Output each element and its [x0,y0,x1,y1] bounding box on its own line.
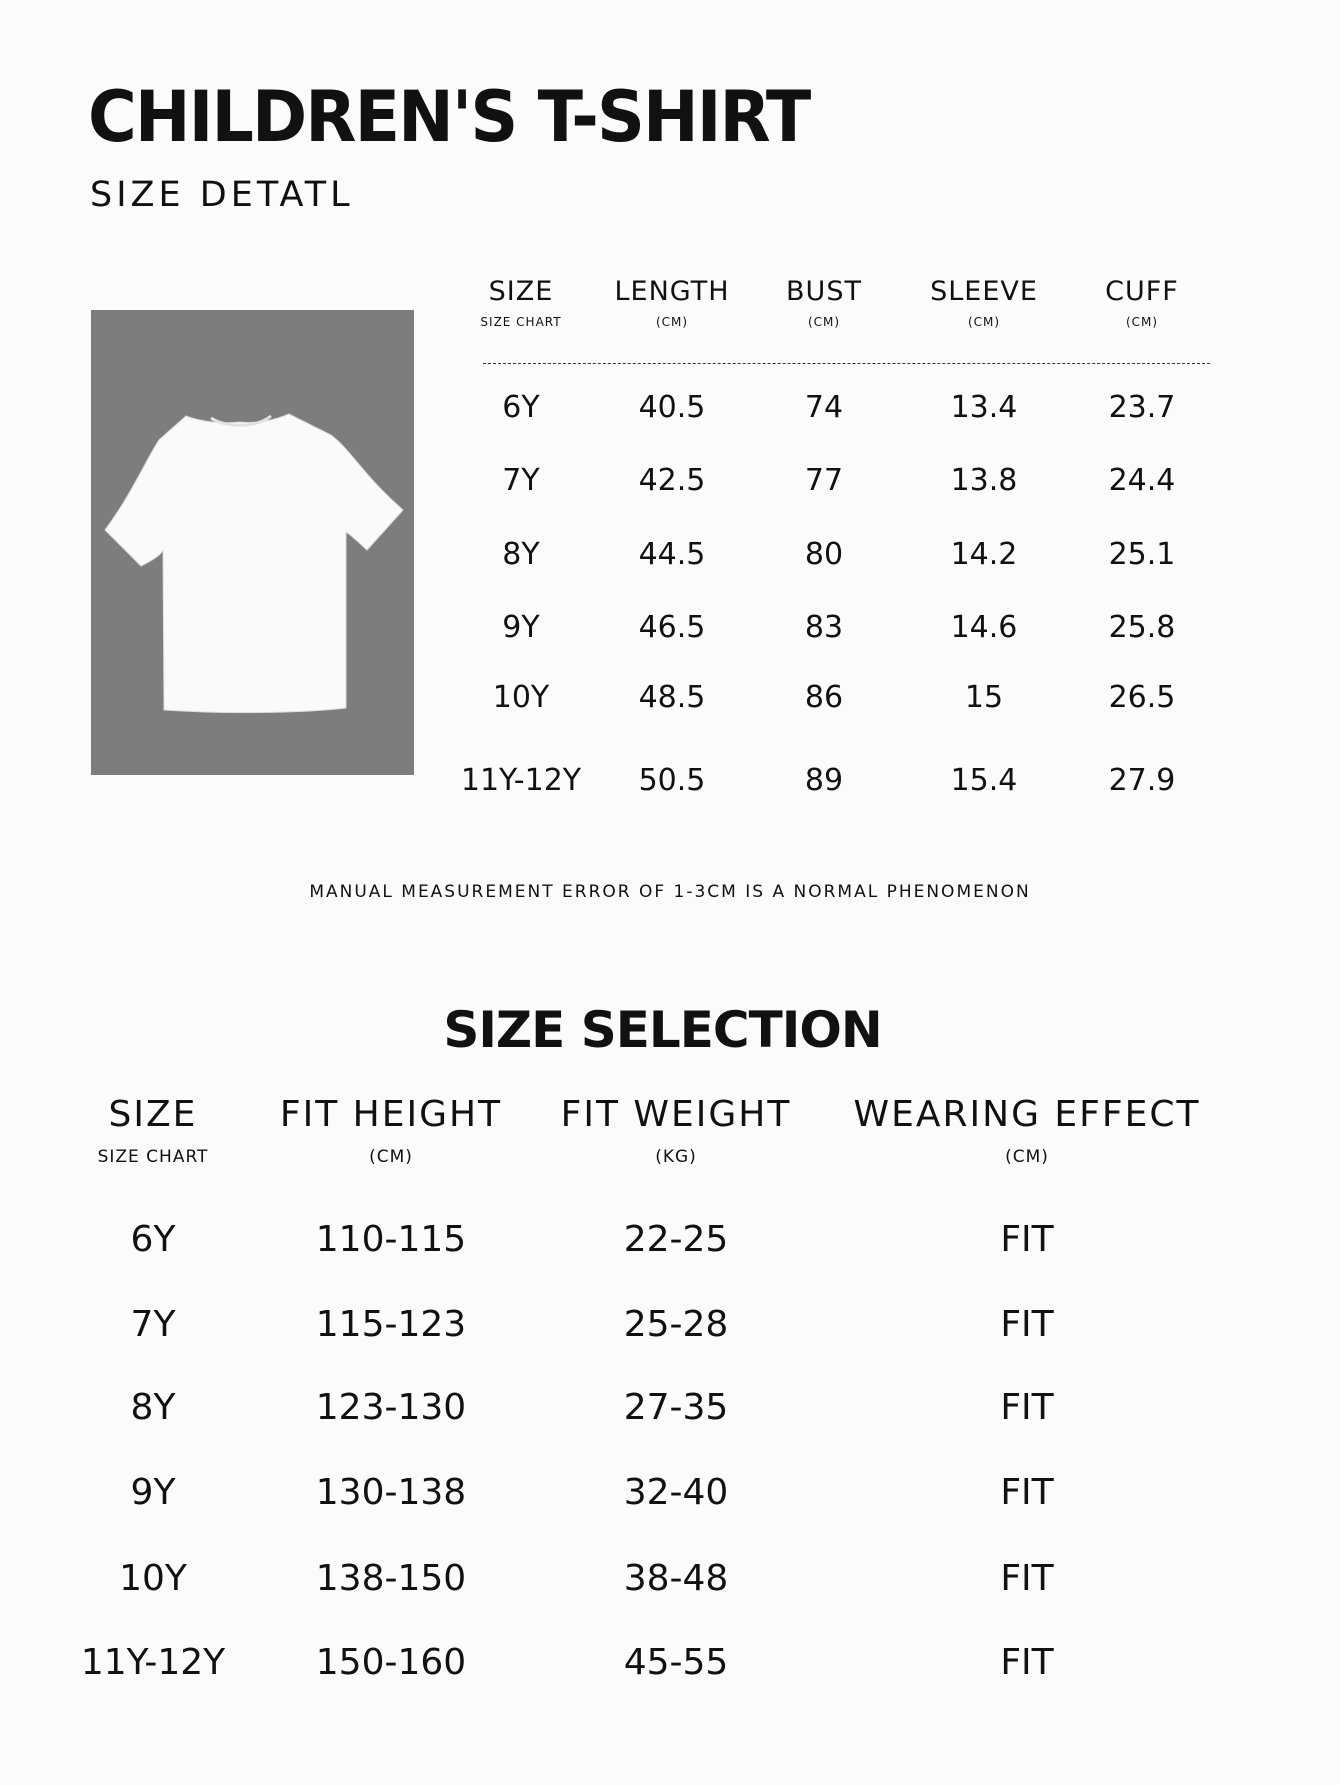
selection-header-unit: (KG) [655,1147,697,1167]
detail-cell: 6Y [502,390,540,425]
selection-cell: 115-123 [315,1304,467,1345]
detail-cell: 42.5 [638,463,706,498]
detail-cell: 27.9 [1108,763,1176,798]
selection-cell: 25-28 [623,1304,729,1345]
page-subtitle: SIZE DETATL [90,175,354,215]
detail-cell: 10Y [492,680,550,715]
detail-cell: 40.5 [638,390,706,425]
tshirt-image [91,310,414,775]
selection-cell: 38-48 [623,1558,729,1599]
detail-header-unit: SIZE CHART [480,315,562,329]
selection-cell: 32-40 [623,1472,729,1513]
detail-header-label: BUST [786,276,862,307]
selection-cell: 8Y [130,1387,176,1428]
detail-header-unit: (CM) [1125,315,1159,329]
detail-header-label: SIZE [488,276,554,307]
detail-header-unit: (CM) [967,315,1001,329]
selection-header-unit: (CM) [1005,1147,1049,1167]
detail-cell: 24.4 [1108,463,1176,498]
selection-cell: 123-130 [315,1387,467,1428]
selection-cell: 138-150 [315,1558,467,1599]
detail-header-cuff [1057,278,1227,329]
selection-header-fit-weight [546,1094,806,1167]
detail-cell: 74 [804,390,844,425]
selection-cell: 45-55 [623,1642,729,1683]
detail-cell: 89 [804,763,844,798]
detail-header-bust [739,278,909,329]
detail-header-size [436,278,606,329]
selection-header-label: FIT WEIGHT [560,1094,792,1135]
detail-header-length [587,278,757,329]
detail-cell: 80 [804,537,844,572]
detail-cell: 46.5 [638,610,706,645]
selection-header-fit-height [261,1094,521,1167]
size-selection-title: SIZE SELECTION [443,1001,882,1059]
detail-cell: 11Y-12Y [460,763,582,798]
detail-cell: 9Y [502,610,540,645]
selection-header-wearing-effect [837,1094,1217,1167]
selection-header-unit: (CM) [369,1147,413,1167]
detail-cell: 14.2 [950,537,1018,572]
selection-cell: 7Y [130,1304,176,1345]
selection-header-label: FIT HEIGHT [279,1094,503,1135]
selection-header-label: WEARING EFFECT [853,1094,1201,1135]
page-title: CHILDREN'S T-SHIRT [88,76,810,158]
detail-cell: 13.8 [950,463,1018,498]
selection-cell: 27-35 [623,1387,729,1428]
detail-cell: 86 [804,680,844,715]
selection-cell: 11Y-12Y [80,1642,226,1683]
selection-cell: FIT [1000,1304,1054,1345]
measurement-note: MANUAL MEASUREMENT ERROR OF 1-3CM IS A NORMAL PHENOMENON [309,882,1031,902]
selection-header-label: SIZE [108,1094,198,1135]
detail-cell: 83 [804,610,844,645]
selection-cell: 9Y [130,1472,176,1513]
tshirt-illustration [91,310,414,775]
selection-header-unit: SIZE CHART [97,1147,209,1167]
detail-cell: 25.1 [1108,537,1176,572]
detail-cell: 13.4 [950,390,1018,425]
detail-cell: 44.5 [638,537,706,572]
detail-cell: 23.7 [1108,390,1176,425]
detail-cell: 77 [804,463,844,498]
detail-header-label: CUFF [1105,276,1179,307]
detail-cell: 8Y [502,537,540,572]
header-divider [483,363,1210,364]
selection-cell: 150-160 [315,1642,467,1683]
detail-header-label: LENGTH [614,276,730,307]
detail-header-unit: (CM) [655,315,689,329]
detail-header-sleeve [899,278,1069,329]
selection-cell: FIT [1000,1558,1054,1599]
selection-cell: FIT [1000,1472,1054,1513]
selection-cell: FIT [1000,1642,1054,1683]
selection-cell: 130-138 [315,1472,467,1513]
selection-cell: 10Y [119,1558,187,1599]
selection-cell: 6Y [130,1219,176,1260]
detail-cell: 25.8 [1108,610,1176,645]
detail-cell: 15 [964,680,1004,715]
selection-cell: 22-25 [623,1219,729,1260]
detail-cell: 50.5 [638,763,706,798]
selection-cell: 110-115 [315,1219,467,1260]
detail-cell: 15.4 [950,763,1018,798]
detail-cell: 48.5 [638,680,706,715]
selection-cell: FIT [1000,1387,1054,1428]
detail-cell: 7Y [502,463,540,498]
selection-header-size [63,1094,243,1167]
selection-cell: FIT [1000,1219,1054,1260]
detail-cell: 26.5 [1108,680,1176,715]
detail-header-label: SLEEVE [930,276,1038,307]
detail-header-unit: (CM) [807,315,841,329]
detail-cell: 14.6 [950,610,1018,645]
